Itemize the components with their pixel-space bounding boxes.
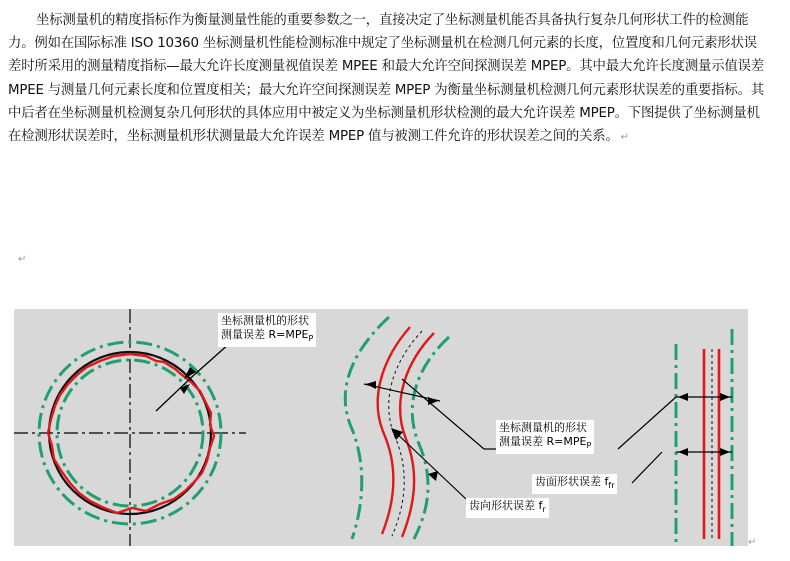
top-error-label: 坐标测量机的形状 测量误差 $R=MPE_P$ xyxy=(218,313,316,347)
measurement-error-figure xyxy=(14,309,748,546)
paragraph-mark-icon: ↵ xyxy=(620,132,629,144)
empty-paragraph-mark-icon: ↵ xyxy=(18,254,27,265)
middle-error-label: 坐标测量机的形状 测量误差 $R=MPE_P$ xyxy=(496,420,594,454)
end-paragraph-mark-icon: ↵ xyxy=(748,537,757,548)
body-paragraph xyxy=(8,9,768,149)
paragraph-text: 坐标测量机的精度指标作为衡量测量性能的重要参数之一，直接决定了坐标测量机能否具备执行复杂几何形状工件的检测能力。例如在国际标准 ISO 10360 坐标测量机性能检测标准中规定了坐标测量机在检测几何元素的长度，位置度和几何元素形状误差时所采用的测量精度指标—最大允许长度测量视值误差 MPEE 和最大允许空间探测误差 MPEP。其中最大允许长度测量示值误差 MPEE 与测量几何元素长度和位置度相关；最大允许空间探测误差 MPEP 为衡量坐标测量机检测几何元素形状误差的重要指标。其中后者在坐标测量机检测复杂几何形状的具体应用中被定义为坐标测量机形状检测的最大允许误差 MPEP。下图提供了坐标测量机在检测形状误差时，坐标测量机形状测量最大允许误差 MPEP 值与被测工件允许的形状误差之间的关系。 xyxy=(8,13,765,145)
figure-drawing xyxy=(14,309,748,546)
tooth-profile-error-label: 齿面形状误差 $f_{fr}$ xyxy=(532,474,617,494)
tooth-direction-tolerance-right xyxy=(412,337,449,539)
tooth-direction-error-label: 齿向形状误差 $f_r$ xyxy=(466,498,549,518)
